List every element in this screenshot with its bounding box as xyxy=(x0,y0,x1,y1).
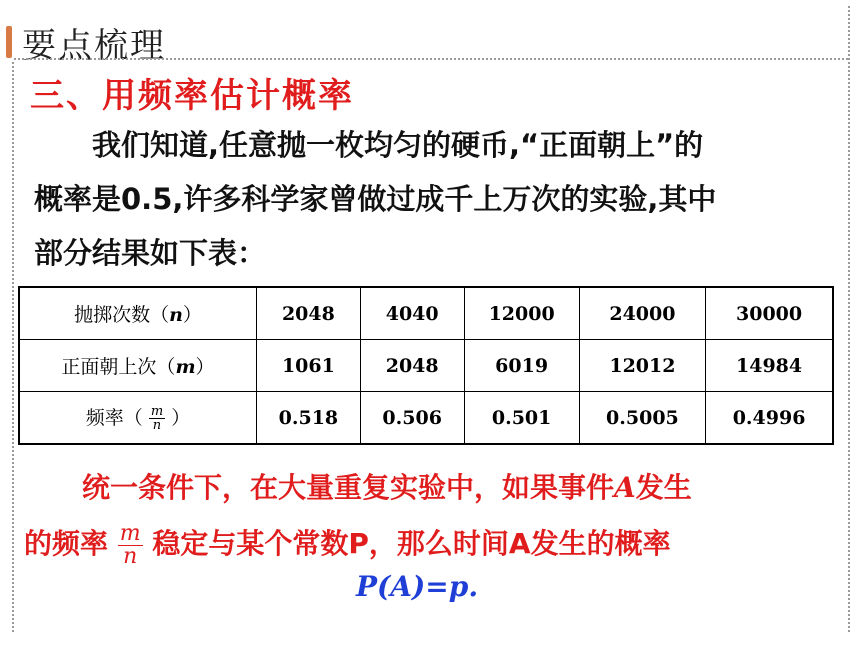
table-cell: 2048 xyxy=(257,287,361,340)
table-cell: 6019 xyxy=(464,340,579,392)
intro-paragraph xyxy=(34,118,814,280)
table-cell: 1061 xyxy=(257,340,361,392)
intro-line-2: 概率是0.5,许多科学家曾做过成千上万次的实验,其中 xyxy=(34,182,717,216)
header-accent-bar xyxy=(6,26,12,58)
table-row xyxy=(19,392,833,445)
table-cell: 0.4996 xyxy=(706,392,833,445)
table-cell: 0.506 xyxy=(360,392,464,445)
frequency-fraction: $\frac{m}{n}$ xyxy=(150,404,164,433)
table-cell: 12012 xyxy=(579,340,705,392)
conclusion-paragraph: 统一条件下，在大量重复实验中，如果事件A发生 的频率 $\frac{m}{n}$ 稳定与某个常数P，那么时间A发生的概率 xyxy=(24,471,692,569)
table-cell: 4040 xyxy=(360,287,464,340)
table-cell: 0.501 xyxy=(464,392,579,445)
intro-line-1: 我们知道,任意抛一枚均匀的硬币,“正面朝上”的 xyxy=(92,128,704,162)
row-label-tosses: 抛掷次数（n） xyxy=(19,287,257,340)
experiment-table xyxy=(18,286,834,445)
table-cell: 12000 xyxy=(464,287,579,340)
table-row xyxy=(19,287,833,340)
table-cell: 24000 xyxy=(579,287,705,340)
table-cell: 0.518 xyxy=(257,392,361,445)
table-cell: 14984 xyxy=(706,340,833,392)
table-row xyxy=(19,340,833,392)
page-header: 要点梳理 xyxy=(22,26,166,66)
row-label-frequency: 频率（ $\frac{m}{n}$ ） xyxy=(19,392,257,445)
right-divider xyxy=(848,6,850,632)
probability-formula: P(A)=p. xyxy=(356,570,479,603)
left-divider xyxy=(12,62,14,632)
table-cell: 30000 xyxy=(706,287,833,340)
table-cell: 0.5005 xyxy=(579,392,705,445)
section-title: 三、用频率估计概率 xyxy=(30,76,354,116)
intro-line-3: 部分结果如下表： xyxy=(34,236,267,270)
conclusion-fraction: $\frac{m}{n}$ xyxy=(119,520,141,569)
row-label-heads: 正面朝上次（m） xyxy=(19,340,257,392)
table-cell: 2048 xyxy=(360,340,464,392)
top-divider xyxy=(14,58,848,60)
